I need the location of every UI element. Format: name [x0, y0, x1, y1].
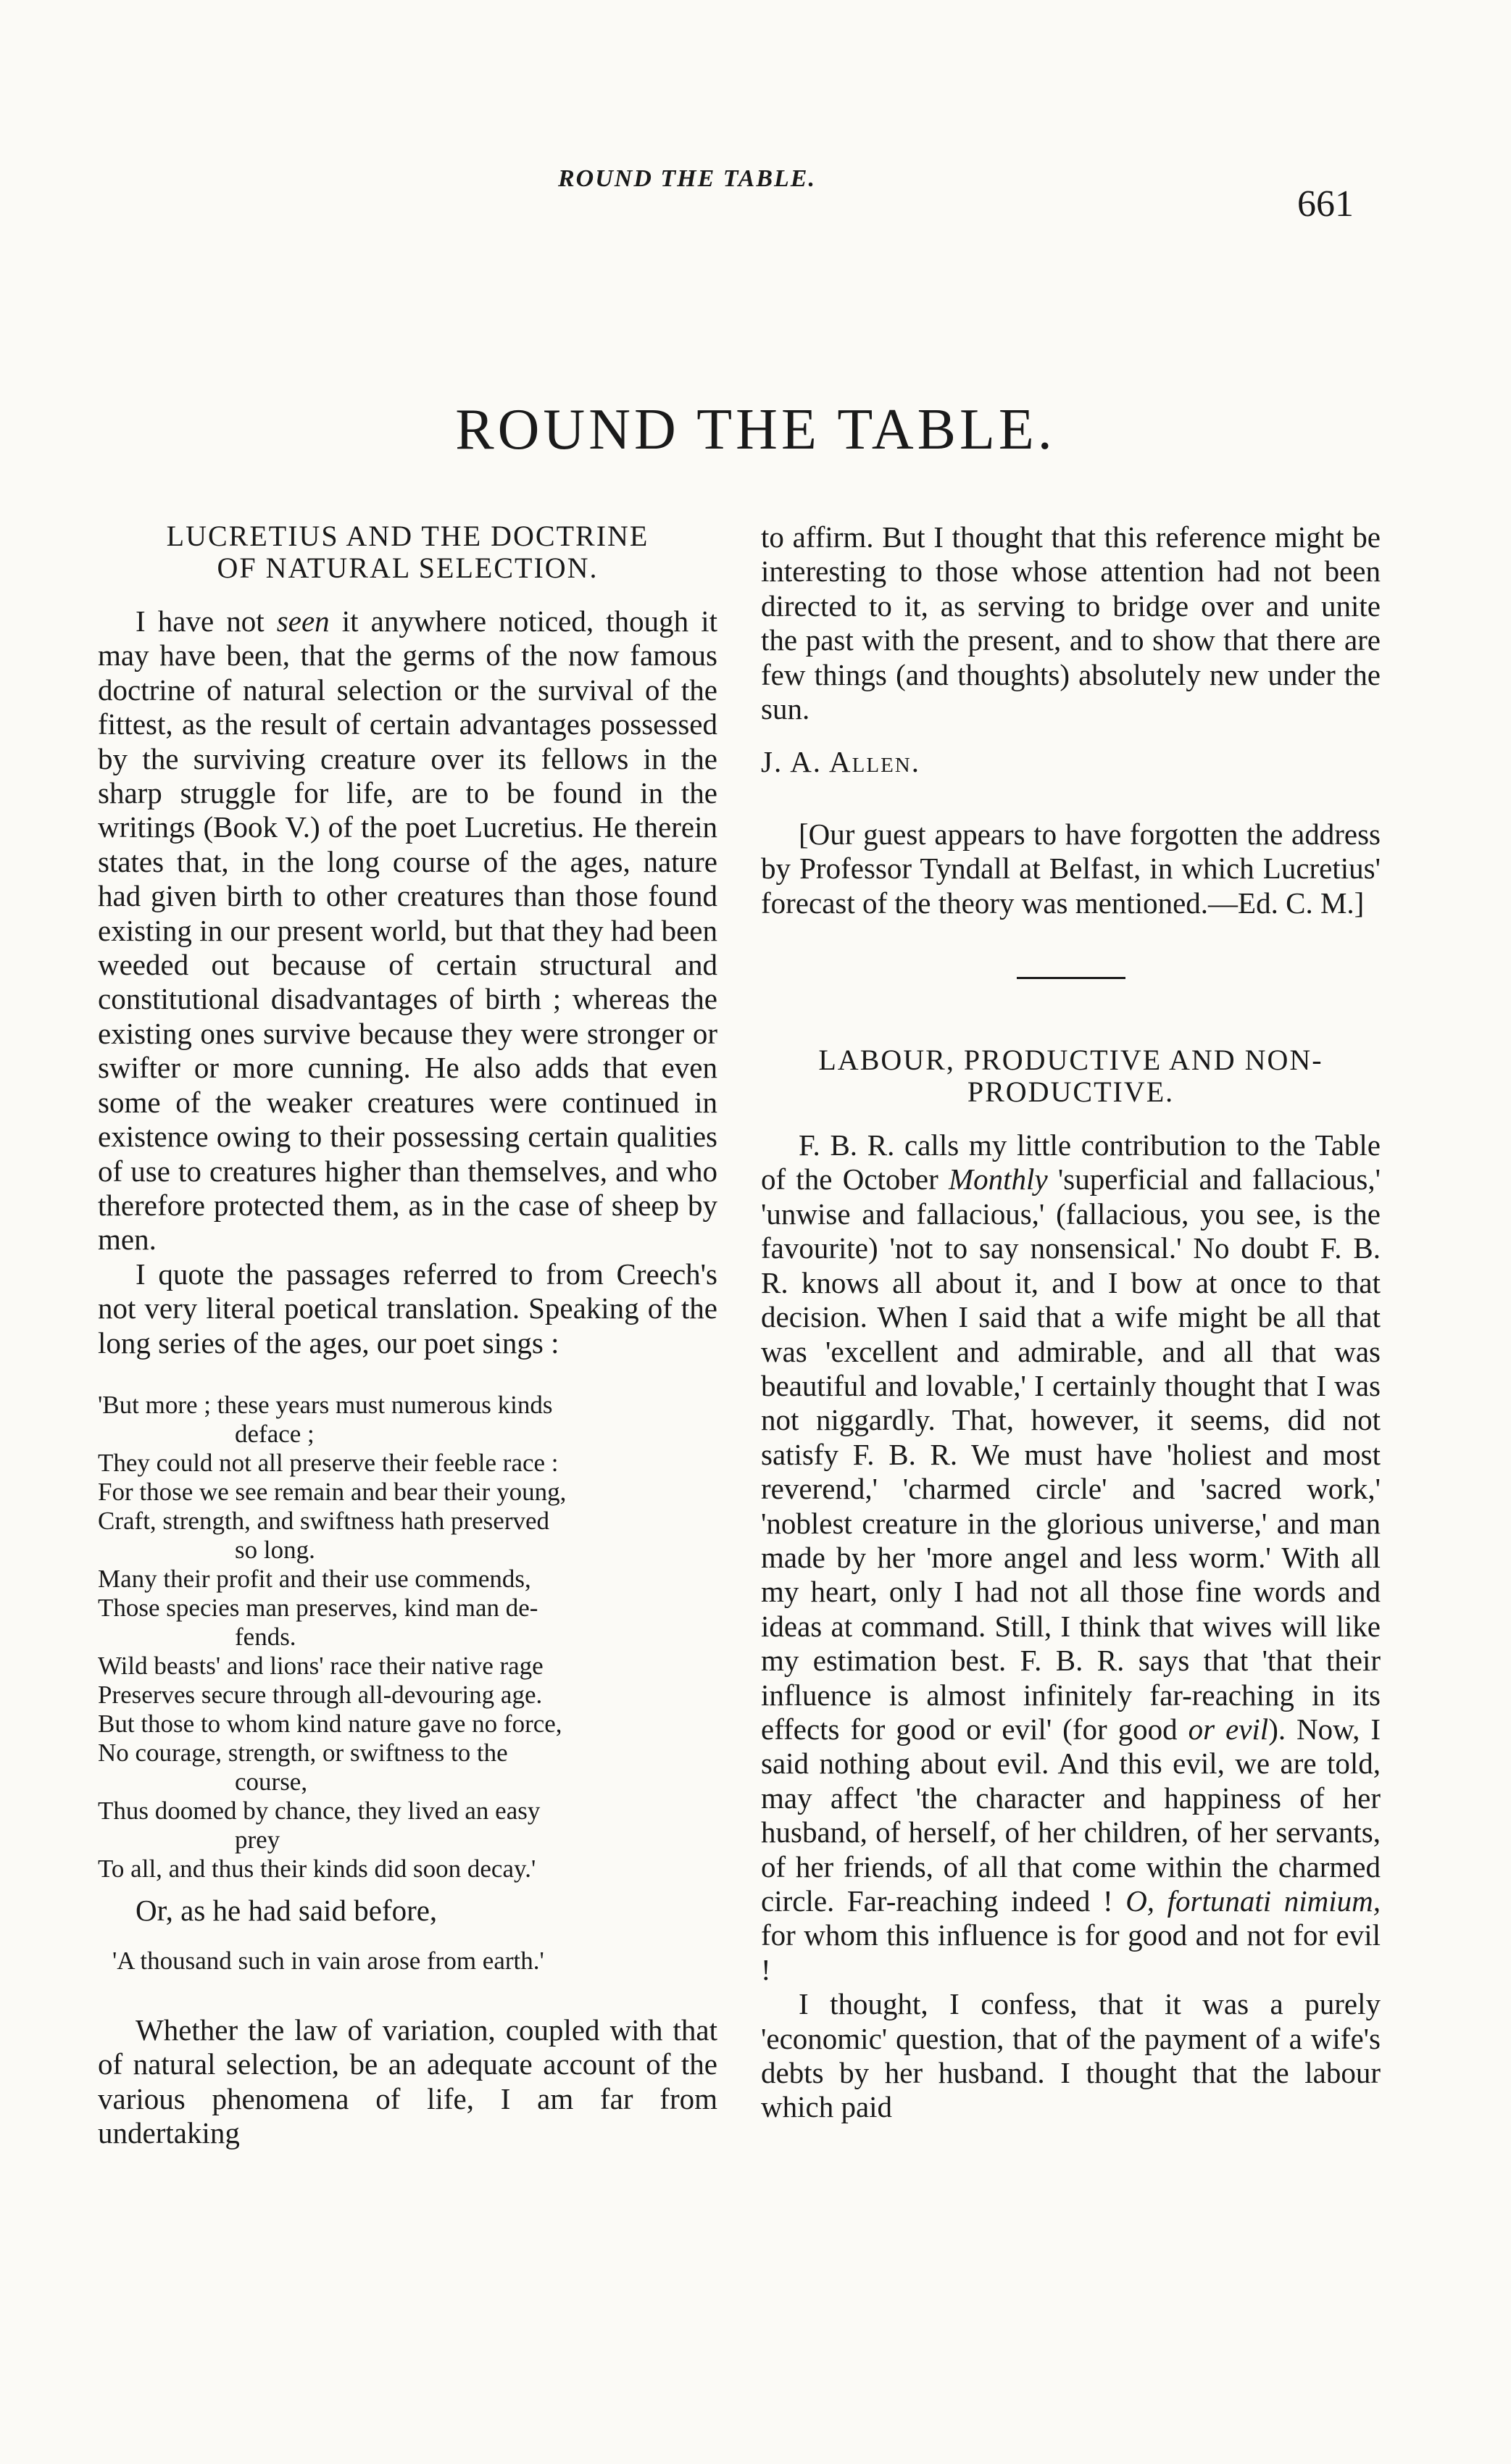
italic-run: seen	[276, 604, 330, 638]
italic-run: Monthly	[949, 1162, 1048, 1196]
verse-line: Craft, strength, and swiftness hath preserved	[98, 1506, 550, 1535]
verse-line: 'But more ; these years must numerous kinds	[98, 1390, 553, 1419]
verse-line: deface ;	[235, 1419, 315, 1448]
verse-line: No courage, strength, or swiftness to the	[98, 1738, 508, 1767]
verse-line: Preserves secure through all-devouring age.	[98, 1680, 543, 1709]
paragraph: Or, as he had said before,	[136, 1893, 438, 1927]
verse-line: so long.	[235, 1535, 315, 1564]
text-run: 'superficial and fallacious,' 'unwise and fallacious,' (fallacious, you see, is the favourite) 'not to say nonsensical.' No doubt F. B. R. knows all about it, and I bow at once to that decision. When I said that a wife might be all that was 'excellent and admirable, and all that was beautiful and lovable,' I certainly thought that I was not niggardly. That, however, it seems, did not satisfy F. B. R. We must have 'holiest and most reverend,' 'charmed circle' and 'sacred work,' 'noblest creature in the glorious universe,' and man made by her 'more angel and less worm.' With all my heart, only I had not all those fine words and ideas at command. Still, I think that wives will like my estimation best. F. B. R. says that 'that their influence is almost infinitely far-reaching in its effects for good or evil' (for good	[761, 1162, 1381, 1746]
text-run: F. B. R. calls my little contribution to the Table of the October	[761, 1128, 1381, 1196]
italic-run: or evil	[1188, 1712, 1269, 1746]
verse-line: Those species man preserves, kind man de-	[98, 1593, 538, 1622]
text-run: for whom this influence is for good and not for evil !	[761, 1918, 1381, 1986]
section-divider	[1017, 977, 1125, 979]
quotation: 'A thousand such in vain arose from earth.'	[112, 1947, 544, 1976]
text-run: it anywhere noticed, though it may have been, that the germs of the now famous doctrine of natural selection or the survival of the fittest, as the result of certain advantages possessed by the surviving creature over its fellows in the sharp struggle for life, are to be found in the writings (Book V.) of the poet Lucretius. He therein states that, in the long course of the ages, nature had given birth to other creatures than those found existing in our present world, but that they had been weeded out because of certain structural and constitutional disadvantages of birth ; whereas the existing ones survive because they were stronger or swifter or more cunning. He also adds that even some of the weaker creatures were continued in existence owing to their possessing certain qualities of use to creatures higher than themselves, and who therefore protected them, as in the case of sheep by men.	[98, 604, 717, 1257]
heading-line: LUCRETIUS AND THE DOCTRINE	[166, 520, 649, 552]
verse-line: Many their profit and their use commends,	[98, 1564, 531, 1593]
verse-line: For those we see remain and bear their young,	[98, 1477, 567, 1506]
paragraph: I thought, I confess, that it was a purely 'economic' question, that of the payment of a wife's debts by her husband. I thought that the labour which paid	[761, 1987, 1381, 2124]
verse-line: course,	[235, 1767, 308, 1796]
article-heading-lucretius	[98, 520, 717, 584]
italic-run: O, fortunati nimium,	[1125, 1884, 1381, 1918]
paragraph	[98, 604, 717, 1257]
page-title: ROUND THE TABLE.	[455, 398, 1056, 462]
signature-text: J. A. Allen.	[761, 745, 920, 779]
text-run: ). Now, I said nothing about evil. And this evil, we are told, may affect 'the character and happiness of her husband, of herself, of her children, of her servants, of her friends, of all that come within the charmed circle. Far-reaching indeed !	[761, 1712, 1381, 1918]
right-column	[761, 520, 1381, 2125]
verse-line: But those to whom kind nature gave no force,	[98, 1709, 562, 1738]
paragraph: Whether the law of variation, coupled with that of natural selection, be an adequate account of the various phenomena of life, I am far from undertaking	[98, 2013, 717, 2149]
verse-line: They could not all preserve their feeble race :	[98, 1448, 559, 1477]
editor-note: [Our guest appears to have forgotten the address by Professor Tyndall at Belfast, in which Lucretius' forecast of the theory was mentioned.—Ed. C. M.]	[761, 817, 1381, 920]
running-head: ROUND THE TABLE.	[558, 165, 816, 192]
verse-line: prey	[235, 1825, 280, 1854]
page-number: 661	[1297, 183, 1354, 225]
verse-line: fends.	[235, 1622, 296, 1651]
paragraph	[761, 1128, 1381, 1987]
left-column	[98, 520, 717, 2150]
article-heading-labour	[761, 1044, 1381, 1108]
verse-line: Wild beasts' and lions' race their native rage	[98, 1651, 544, 1680]
verse-quotation	[98, 1391, 717, 1884]
text-run: I have not	[136, 604, 277, 638]
paragraph: to affirm. But I thought that this reference might be interesting to those whose attention had not been directed to it, as serving to bridge over and unite the past with the present, and to show that there are few things (and thoughts) absolutely new under the sun.	[761, 520, 1381, 726]
verse-line: To all, and thus their kinds did soon decay.'	[98, 1854, 536, 1883]
paragraph: I quote the passages referred to from Creech's not very literal poetical translation. Speaking of the long series of the ages, our poet sings :	[98, 1257, 717, 1360]
heading-line: LABOUR, PRODUCTIVE AND NON-	[818, 1044, 1323, 1077]
heading-line: PRODUCTIVE.	[967, 1075, 1175, 1109]
verse-line: Thus doomed by chance, they lived an easy	[98, 1796, 541, 1825]
heading-line: OF NATURAL SELECTION.	[217, 552, 599, 584]
author-signature	[761, 745, 1352, 779]
